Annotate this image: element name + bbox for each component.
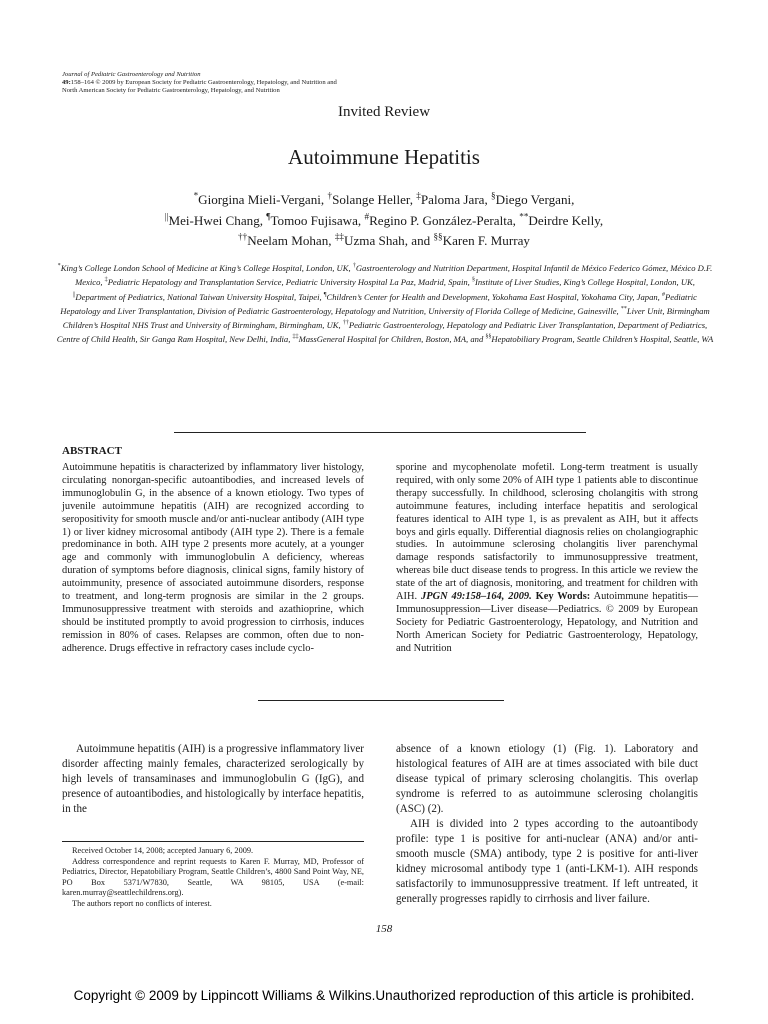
affiliation: [293, 334, 484, 344]
affiliation-text: Pediatric Hepatology and Transplantation Service, Pediatric University Hospital La Paz, Madrid, Spain,: [107, 277, 470, 288]
affiliation-text: Children’s Center for Health and Development, Yokohama East Hospital, Yokohama City, Japan,: [326, 291, 660, 302]
affiliation-mark: **: [620, 306, 627, 313]
abstract-top-rule: [174, 432, 586, 433]
author-name: Giorgina Mieli-Vergani,: [198, 192, 325, 207]
affiliation-mark: ‡‡: [292, 334, 299, 341]
body-paragraph: AIH is divided into 2 types according to the autoantibody profile: type 1 is positive for anti-nuclear (ANA) and/or anti-smooth muscle (SMA) antibody, type 2 is positive for anti-liver kidney microsomal antibody type 1 (anti-LKM-1). AIH responds satisfactorily to immunosuppressive treatment. If left untreated, it generally progresses rapidly to cirrhosis and liver failure.: [396, 818, 698, 905]
author-name: Tomoo Fujisawa,: [270, 212, 362, 228]
affiliation: [73, 292, 322, 302]
author: [328, 192, 414, 207]
author-name: Karen F. Murray: [442, 233, 530, 248]
affiliation-text: MassGeneral Hospital for Children, Boston, MA, and: [298, 334, 484, 345]
journal-citation: JPGN 49:158–164, 2009.: [421, 591, 532, 603]
author-mark: *: [193, 190, 199, 201]
author-mark: †: [327, 190, 333, 201]
affiliation-mark: §: [471, 277, 475, 284]
abstract-text-left: Autoimmune hepatitis is characterized by inflammatory liver histology, circulating nonorgan-specific autoantibodies, and increased levels of immunoglobulin G, in the absence of a known etiology. Two types of juvenile autoimmune hepatitis (AIH) are recognized according to seropositivity for smooth muscle and/or anti-nuclear antibody (AIH type 1) or liver kidney microsomal antibody (AIH type 2). There is a female predominance in both. AIH type 2 presents more acutely, at a younger age and commonly with immunoglobulin A deficiency, whereas duration of symptoms before diagnosis, clinical signs, family history of autoimmunity, presence of associated autoimmune disorders, response to treatment, and long-term prognosis are similar in the 2 groups. Immunosuppressive treatment with steroids and azathioprine, which should be instituted promptly to avoid progression to cirrhosis, induces remission in 80% of cases. Relapses are common, often due to non-adherence. Drugs effective in refractory cases include cyclo-: [62, 462, 364, 654]
footnote-received: Received October 14, 2008; accepted January 6, 2009.: [72, 846, 254, 855]
author-mark: §: [491, 190, 496, 201]
copyright-banner: Copyright © 2009 by Lippincott Williams & Wilkins.Unauthorized reproduction of this article is prohibited.: [73, 988, 695, 1003]
author-name: Mei-Hwei Chang,: [168, 212, 264, 228]
author: [194, 192, 325, 207]
affiliation-text: Liver Unit, Birmingham Children’s Hospital NHS Trust and University of Birmingham, Birmingham, UK,: [62, 305, 710, 331]
affiliation-text: Department of Pediatrics, National Taiwan University Hospital, Taipei,: [75, 291, 322, 302]
abstract-heading: ABSTRACT: [62, 445, 122, 457]
author: [165, 213, 263, 228]
affiliation-text: King’s College London School of Medicine at King’s College Hospital, London, UK,: [60, 263, 351, 273]
author-name: Uzma Shah, and: [344, 233, 431, 248]
affiliation-mark: ||: [73, 291, 76, 298]
affiliation-mark: *: [57, 263, 61, 270]
abstract-left-column: [62, 462, 364, 656]
affiliation-text: Hepatobiliary Program, Seattle Children’s Hospital, Seattle, WA: [491, 334, 714, 345]
abstract-right-column: [396, 462, 698, 656]
author: [335, 233, 430, 248]
section-label: Invited Review: [337, 104, 431, 120]
footnotes: [62, 846, 364, 909]
affiliation-text: Gastroenterology and Nutrition Department, Hospital Infantil de México Federico Gómez, México D.F. Mexico,: [75, 263, 713, 288]
abstract-text-right: [396, 462, 698, 656]
journal-header: [62, 71, 502, 96]
body-paragraph: absence of a known etiology (1) (Fig. 1). Laboratory and histological features of AIH are at times associated with bile duct disease typical of primary sclerosing cholangitis. This overlap syndrome is referred to as autoimmune sclerosing cholangitis (ASC) (2).: [396, 743, 698, 815]
affiliation: [105, 277, 470, 287]
affiliation-mark: ††: [342, 320, 349, 327]
author-name: Solange Heller,: [332, 192, 413, 207]
author-mark: ‡: [416, 190, 421, 201]
affiliation-text: Pediatric Gastroenterology, Hepatology and Pediatric Liver Transplantation, Department of Pediatrics, Centre of Child Health, Sir Ganga Ram Hospital, New Delhi, India,: [56, 320, 708, 345]
journal-name: Journal of Pediatric Gastroenterology and Nutrition: [62, 71, 201, 78]
author-mark: **: [519, 211, 529, 222]
author: [416, 192, 487, 207]
affiliation-mark: §§: [485, 334, 492, 341]
affiliation: [472, 277, 695, 287]
author: [364, 213, 515, 228]
journal-pages-copyright: 158–164 © 2009 by European Society for Pediatric Gastroenterology, Hepatology, and Nutrition and: [70, 79, 337, 87]
author: [491, 192, 574, 207]
journal-volume: 49:: [62, 79, 71, 87]
affiliation-text: Pediatric Hepatology and Liver Transplantation, Division of Pediatric Gastroenterology, Hepatology and Nutrition, University of Florida College of Medicine, Gainesville,: [60, 291, 697, 316]
author-mark: §§: [433, 231, 443, 242]
affiliation-list: [55, 261, 715, 347]
author-name: Diego Vergani,: [495, 192, 575, 207]
author-name: Regino P. González-Peralta,: [369, 212, 516, 228]
author-mark: #: [364, 211, 370, 222]
author-name: Neelam Mohan,: [247, 233, 332, 248]
affiliation-mark: ¶: [323, 291, 327, 298]
keywords-text: Autoimmune hepatitis—Immunosuppression—Liver disease—Pediatrics. © 2009 by European Society for Pediatric Gastroenterology, Hepatology, and Nutrition and North American Society for Pediatric Gastroenterology, Hepatology, and Nutrition: [396, 591, 698, 654]
affiliation: [324, 292, 660, 302]
footnote-correspondence: Address correspondence and reprint requests to Karen F. Murray, MD, Professor of Pediatrics, Director, Hepatobiliary Program, Seattle Children’s, 4800 Sand Point Way, NE, PO Box 5371/W7830, Seattle, WA 98105, USA (e-mail: karen.murray@seattlechildrens.org).: [62, 856, 364, 897]
affiliation-mark: ‡: [104, 277, 108, 284]
page-number: 158: [375, 923, 393, 935]
footnote-conflicts: The authors report no conflicts of interest.: [72, 898, 212, 908]
author-mark: ||: [164, 211, 169, 222]
keywords-label: Key Words:: [535, 591, 591, 603]
article-title: Autoimmune Hepatitis: [288, 145, 480, 169]
affiliation: [58, 263, 351, 273]
author-mark: ††: [238, 231, 248, 242]
journal-volume-line: [62, 79, 502, 87]
author: [266, 213, 361, 228]
author-mark: ¶: [266, 211, 271, 222]
author-mark: ‡‡: [334, 231, 344, 242]
author-name: Deirdre Kelly,: [528, 212, 604, 228]
abstract-bottom-rule: [258, 700, 504, 701]
footnote-rule: [62, 841, 364, 842]
author: [238, 233, 332, 248]
author-name: Paloma Jara,: [420, 192, 488, 207]
affiliation-text: Institute of Liver Studies, King’s College Hospital, London, UK,: [474, 277, 695, 288]
body-left-column: [62, 742, 364, 817]
author: [433, 233, 529, 248]
affiliation: [485, 334, 713, 344]
affiliation-mark: #: [662, 291, 666, 298]
author: [519, 213, 603, 228]
body-right-column: [396, 742, 698, 907]
body-paragraph: Autoimmune hepatitis (AIH) is a progressive inflammatory liver disorder affecting mainly females, characterized serologically by high levels of transaminases and immunoglobulin G (IgG), and presence of autoantibodies, and histologically by interface hepatitis, in the: [62, 743, 364, 815]
journal-society-line: North American Society for Pediatric Gastroenterology, Hepatology, and Nutrition: [62, 87, 280, 95]
abstract-text-continued: sporine and mycophenolate mofetil. Long-term treatment is usually required, with only some 20% of AIH type 1 patients able to discontinue therapy successfully. In childhood, sclerosing cholangitis with strong autoimmune features, including interface hepatitis and serological features identical to AIH type 1, is as prevalent as AIH, but it affects boys and girls equally. Differential diagnosis relies on cholangiographic studies. In autoimmune sclerosing cholangitis liver parenchymal damage responds satisfactorily to immunosuppressive treatment, whereas bile duct disease tends to progress. In this article we review the state of the art of diagnosis, monitoring, and treatment for children with AIH.: [396, 462, 698, 603]
author-list: [70, 190, 698, 252]
affiliation-mark: †: [352, 263, 356, 270]
